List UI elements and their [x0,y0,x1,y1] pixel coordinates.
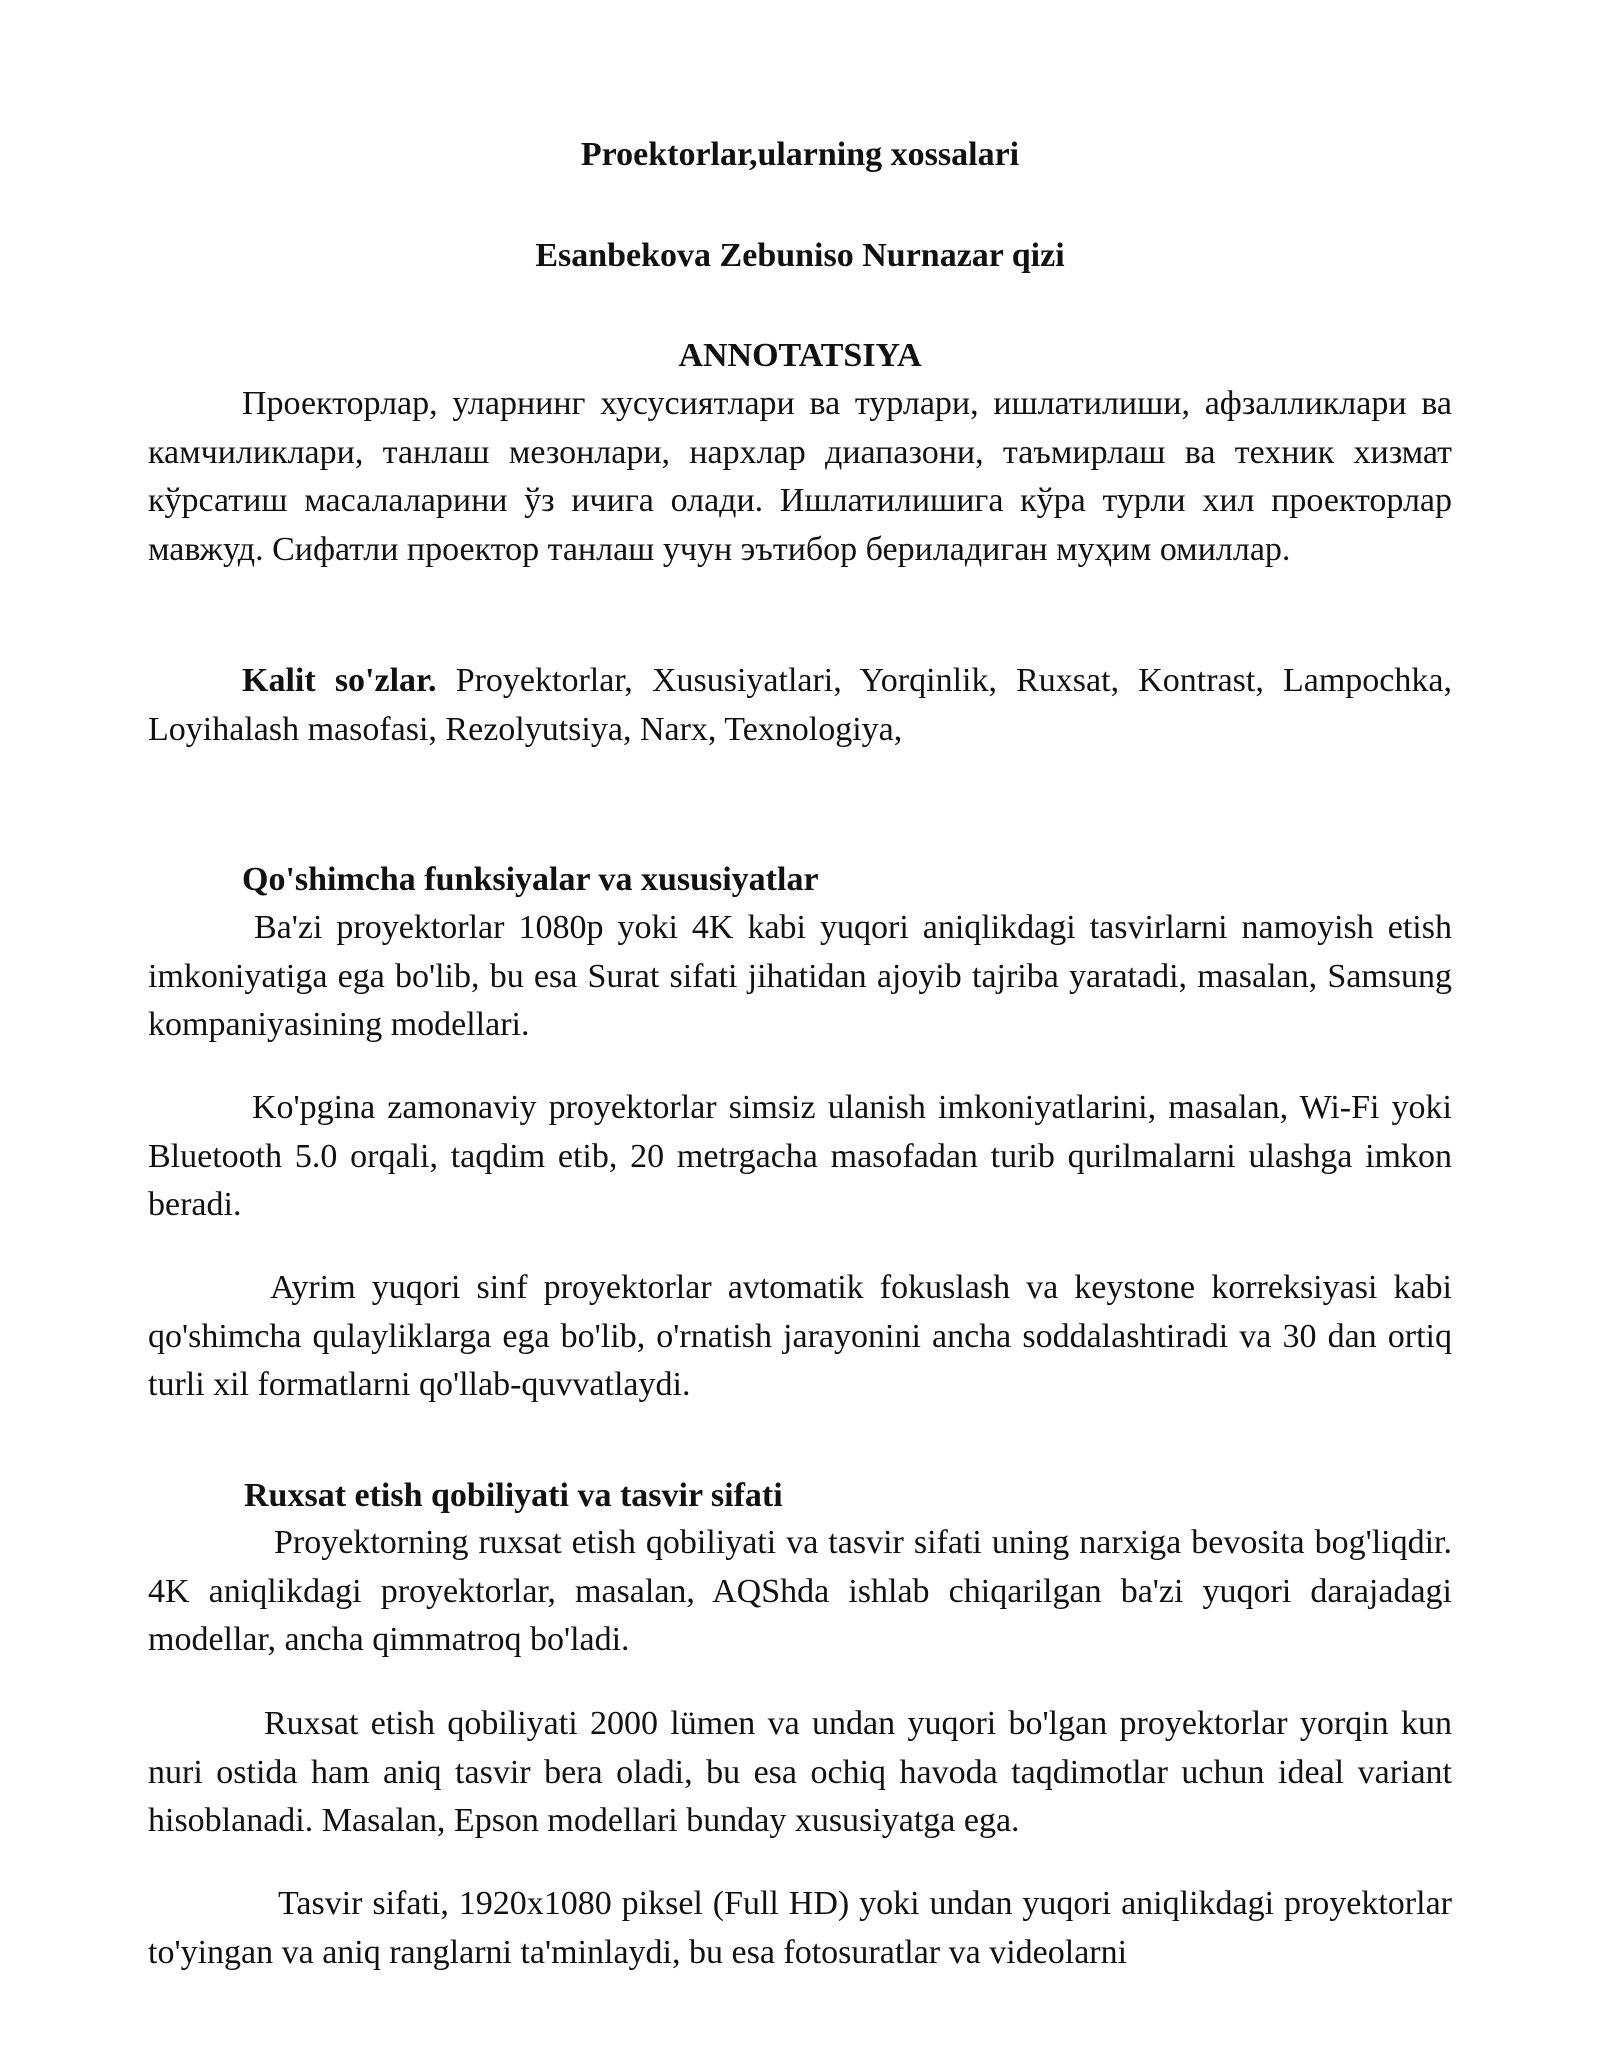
section1-paragraph-3: Ayrim yuqori sinf proyektorlar avtomatik fokuslash va keystone korreksiyasi kabi qo'shimcha qulayliklarga ega bo'lib, o'rnatish jarayonini ancha soddalashtiradi va 30 dan ortiq turli xil formatlarni qo'llab-quvvatlaydi. [148,1269,1452,1403]
author-name: Esanbekova Zebuniso Nurnazar qizi [535,237,1065,274]
section-heading-resolution-quality: Ruxsat etish qobiliyati va tasvir sifati [244,1477,783,1514]
keywords-label: Kalit so'zlar. [242,662,437,699]
section2-paragraph-1: Proyektorning ruxsat etish qobiliyati va tasvir sifati uning narxiga bevosita bog'liqdir. 4K aniqlikdagi proyektorlar, masalan, AQShda ishlab chiqarilgan ba'zi yuqori darajadagi modellar, ancha qimmatroq bo'ladi. [148,1524,1452,1658]
keywords-paragraph [148,657,1452,754]
section2-paragraph-3: Tasvir sifati, 1920x1080 piksel (Full HD) yoki undan yuqori aniqlikdagi proyektorlar to'yingan va aniq ranglarni ta'minlaydi, bu esa fotosuratlar va videolarni [148,1885,1452,1971]
annotation-heading: ANNOTATSIYA [678,337,922,374]
section1-paragraph-2: Ko'pgina zamonaviy proyektorlar simsiz ulanish imkoniyatlarini, masalan, Wi-Fi yoki Bluetooth 5.0 orqali, taqdim etib, 20 metrgacha masofadan turib qurilmalarni ulashga imkon beradi. [148,1089,1452,1223]
document-title: Proektorlar,ularning xossalari [580,136,1020,173]
section-heading-additional-features: Qo'shimcha funksiyalar va xususiyatlar [242,861,819,898]
keywords-text: Proyektorlar, Xususiyatlari, Yorqinlik, Ruxsat, Kontrast, Lampochka, Loyihalash masofasi, Rezolyutsiya, Narx, Texnologiya, [148,662,1452,748]
section1-paragraph-1: Ba'zi proyektorlar 1080p yoki 4K kabi yuqori aniqlikdagi tasvirlarni namoyish etish imkoniyatiga ega bo'lib, bu esa Surat sifati jihatidan ajoyib tajriba yaratadi, masalan, Samsung kompaniyasining modellari. [148,909,1452,1043]
section2-paragraph-2: Ruxsat etish qobiliyati 2000 lümen va undan yuqori bo'lgan proyektorlar yorqin kun nuri ostida ham aniq tasvir bera oladi, bu esa ochiq havoda taqdimotlar uchun ideal variant hisoblanadi. Masalan, Epson modellari bunday xususiyatga ega. [148,1705,1452,1839]
annotation-text: Проекторлар, уларнинг хусусиятлари ва турлари, ишлатилиши, афзалликлари ва камчиликлари, танлаш мезонлари, нархлар диапазони, таъмирлаш ва техник хизмат кўрсатиш масалаларини ўз ичига олади. Ишлатилишига кўра турли хил проекторлар мавжуд. Сифатли проектор танлаш учун эътибор бериладиган муҳим омиллар. [148,385,1452,568]
